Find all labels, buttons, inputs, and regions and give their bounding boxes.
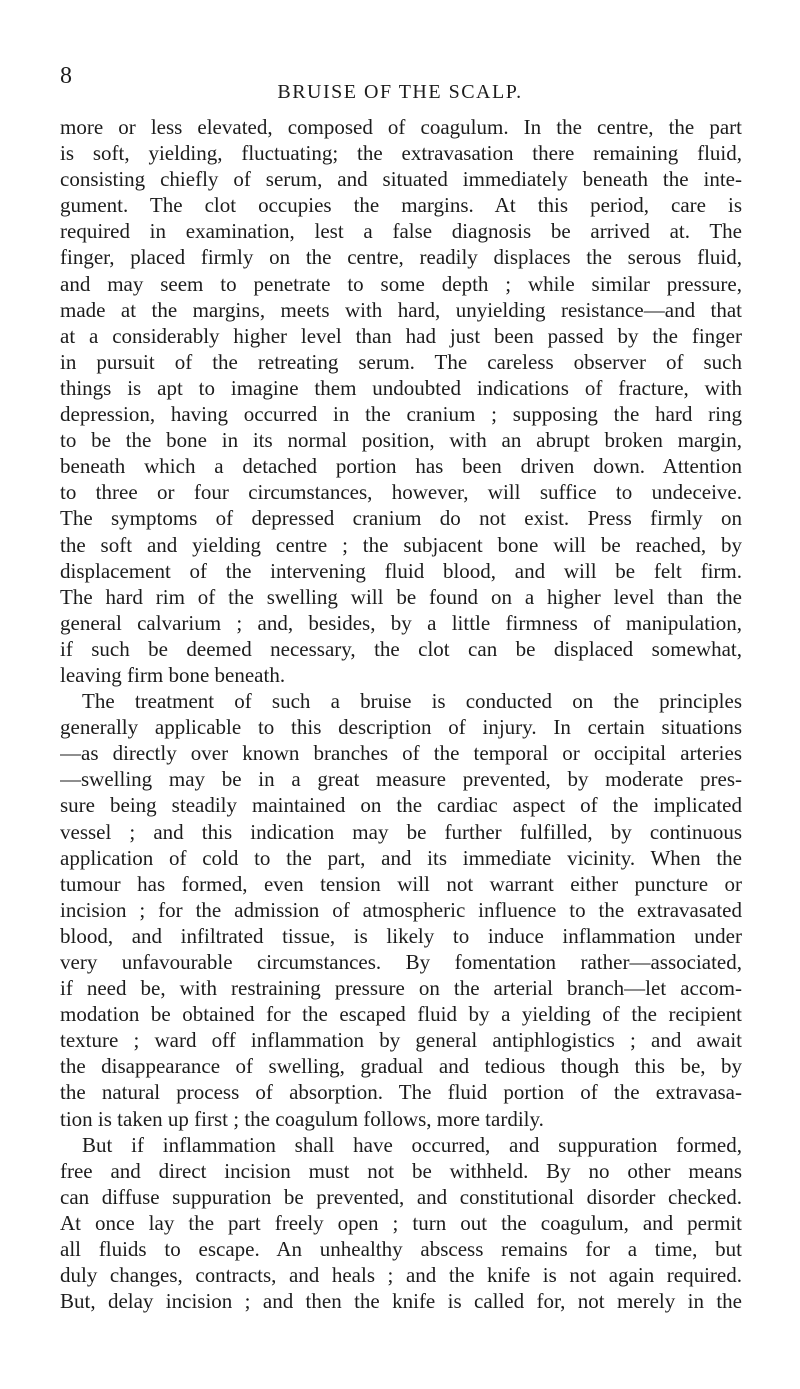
text-line: made at the margins, meets with hard, unyielding resistance—and that: [60, 297, 742, 322]
text-line: The hard rim of the swelling will be found on a higher level than the: [60, 584, 742, 609]
text-line: sure being steadily maintained on the cardiac aspect of the implicated: [60, 793, 742, 818]
text-line: the natural process of absorption. The fluid portion of the extravasa-: [60, 1080, 742, 1105]
text-line: finger, placed firmly on the centre, readily displaces the serous fluid,: [60, 245, 742, 270]
text-line: application of cold to the part, and its immediate vicinity. When the: [60, 845, 742, 870]
text-line: vessel ; and this indication may be further fulfilled, by continuous: [60, 819, 742, 844]
text-line: can diffuse suppuration be prevented, and constitutional disorder checked.: [60, 1184, 742, 1209]
text-line: to be the bone in its normal position, with an abrupt broken margin,: [60, 428, 742, 453]
text-line: generally applicable to this description of injury. In certain situations: [60, 715, 742, 740]
text-line: —as directly over known branches of the temporal or occipital arteries: [60, 741, 742, 766]
text-line: in pursuit of the retreating serum. The careless observer of such: [60, 349, 742, 374]
text-line: and may seem to penetrate to some depth ; while similar pressure,: [60, 271, 742, 296]
text-line: things is apt to imagine them undoubted indications of fracture, with: [60, 375, 742, 400]
text-line: texture ; ward off inflammation by general antiphlogistics ; and await: [60, 1028, 742, 1053]
running-title: BRUISE OF THE SCALP.: [277, 81, 523, 103]
text-line: tumour has formed, even tension will not warrant either puncture or: [60, 871, 742, 896]
text-line: all fluids to escape. An unhealthy abscess remains for a time, but: [60, 1237, 742, 1262]
text-line: duly changes, contracts, and heals ; and the knife is not again required.: [60, 1263, 742, 1288]
text-line: But if inflammation shall have occurred, and suppuration formed,: [82, 1132, 742, 1157]
text-line: the soft and yielding centre ; the subjacent bone will be reached, by: [60, 532, 742, 557]
text-line: more or less elevated, composed of coagulum. In the centre, the part: [60, 115, 742, 139]
text-line: displacement of the intervening fluid blood, and will be felt firm.: [60, 558, 742, 583]
text-line: is soft, yielding, fluctuating; the extravasation there remaining fluid,: [60, 141, 742, 166]
text-line: the disappearance of swelling, gradual and tedious though this be, by: [60, 1054, 742, 1079]
text-line: general calvarium ; and, besides, by a little firmness of manipulation,: [60, 610, 742, 635]
text-line: —swelling may be in a great measure prevented, by moderate pres-: [60, 767, 742, 792]
body-text: [60, 114, 742, 1314]
text-line: leaving firm bone beneath.: [60, 662, 286, 687]
text-line: modation be obtained for the escaped fluid by a yielding of the recipient: [60, 1002, 742, 1027]
text-line: very unfavourable circumstances. By fomentation rather—associated,: [60, 950, 742, 974]
text-line: The treatment of such a bruise is conducted on the principles: [82, 689, 742, 714]
text-line: depression, having occurred in the cranium ; supposing the hard ring: [60, 402, 742, 427]
text-line: required in examination, lest a false diagnosis be arrived at. The: [60, 219, 742, 244]
text-line: beneath which a detached portion has been driven down. Attention: [60, 454, 742, 479]
text-line: At once lay the part freely open ; turn out the coagulum, and permit: [60, 1210, 742, 1235]
text-line: tion is taken up first ; the coagulum follows, more tardily.: [60, 1106, 544, 1131]
text-line: But, delay incision ; and then the knife is called for, not merely in the: [60, 1289, 742, 1314]
text-line: if such be deemed necessary, the clot can be displaced somewhat,: [60, 636, 742, 661]
text-line: at a considerably higher level than had just been passed by the finger: [60, 323, 742, 348]
page-number: 8: [60, 63, 72, 89]
text-line: free and direct incision must not be withheld. By no other means: [60, 1158, 742, 1183]
text-line: incision ; for the admission of atmospheric influence to the extravasated: [60, 897, 742, 922]
text-line: to three or four circumstances, however, will suffice to undeceive.: [60, 480, 742, 505]
text-line: The symptoms of depressed cranium do not exist. Press firmly on: [60, 506, 742, 531]
text-line: gument. The clot occupies the margins. At this period, care is: [60, 193, 742, 218]
text-line: blood, and infiltrated tissue, is likely to induce inflammation under: [60, 923, 742, 948]
text-line: consisting chiefly of serum, and situated immediately beneath the inte-: [60, 167, 742, 192]
text-line: if need be, with restraining pressure on the arterial branch—let accom-: [60, 976, 742, 1001]
